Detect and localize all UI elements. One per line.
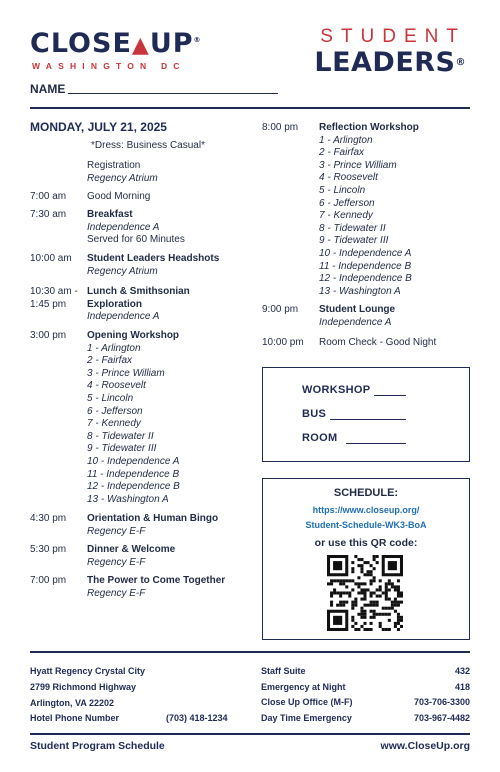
entry-time: 5:30 pm — [30, 544, 67, 555]
hotel-phone: (703) 418-1234 — [166, 713, 228, 723]
schedule-title: SCHEDULE: — [333, 487, 399, 499]
entry-location: 3 - Prince William — [87, 367, 165, 379]
bus-field[interactable] — [330, 419, 406, 420]
entry-time: 7:30 am — [30, 209, 67, 220]
entry-location: Regency Atrium — [87, 265, 158, 277]
entry-time: 10:00 am — [30, 253, 72, 264]
hotel-name: Hyatt Regency Crystal City — [30, 666, 146, 676]
entry-location: Regency Atrium — [87, 172, 158, 184]
logo-leaders: LEADERS — [314, 47, 456, 78]
logo-text-close: CLOSE — [30, 28, 132, 59]
entry-location: 10 - Independence A — [87, 455, 180, 467]
room-label: ROOM — [302, 432, 338, 444]
bus-label: BUS — [302, 408, 327, 420]
header-divider — [30, 107, 470, 109]
entry-title: Lunch & Smithsonian Exploration — [87, 286, 190, 310]
entry-title: Student Lounge — [319, 304, 396, 315]
entry-location: 12 - Independence B — [87, 481, 180, 493]
entry-title: Orientation & Human Bingo — [87, 513, 219, 524]
entry-location: 3 - Prince William — [319, 159, 397, 171]
entry-time: 4:30 pm — [30, 513, 67, 524]
leaders-registered: ® — [455, 57, 466, 68]
entry-title: Dinner & Welcome — [87, 544, 176, 555]
entry-location: 2 - Fairfax — [319, 147, 365, 159]
entry-location: 9 - Tidewater III — [319, 235, 389, 247]
entry-note: Served for 60 Minutes — [87, 234, 185, 246]
entry-title: Reflection Workshop — [319, 122, 419, 133]
entry-location: 12 - Independence B — [319, 273, 412, 285]
contact-value: 703-967-4482 — [413, 712, 470, 723]
contact-label: Staff Suite — [261, 666, 306, 676]
entry-location: 11 - Independence B — [319, 260, 412, 272]
entry-location: Regency E-F — [87, 556, 146, 568]
entry-location: 5 - Lincoln — [319, 184, 366, 196]
entry-location: 9 - Tidewater III — [87, 443, 157, 455]
entry-location: Independence A — [87, 311, 160, 323]
entry-location: 8 - Tidewater II — [319, 222, 386, 234]
entry-location: 11 - Independence B — [87, 468, 180, 480]
entry-time: 9:00 pm — [262, 304, 299, 315]
hotel-address-1: 2799 Richmond Highway — [30, 682, 137, 692]
entry-location: 10 - Independence A — [319, 247, 412, 259]
contact-label: Emergency at Night — [261, 681, 346, 692]
entry-time: 3:00 pm — [30, 330, 67, 341]
entry-location: 2 - Fairfax — [87, 355, 133, 367]
schedule-url-line1[interactable]: https://www.closeup.org/ — [312, 505, 420, 515]
entry-location: 7 - Kennedy — [87, 418, 141, 430]
entry-location: 1 - Arlington — [87, 342, 141, 354]
logo-student: STUDENT — [320, 26, 466, 47]
entry-location: 1 - Arlington — [319, 134, 373, 146]
entry-location: 8 - Tidewater II — [87, 430, 154, 442]
schedule-box — [262, 478, 470, 640]
dress-code: *Dress: Business Casual* — [91, 140, 205, 151]
contact-label: Close Up Office (M-F) — [261, 697, 353, 708]
day-heading: MONDAY, JULY 21, 2025 — [30, 120, 167, 134]
closeup-logo — [30, 26, 202, 71]
qr-code-icon[interactable] — [327, 555, 403, 631]
entry-location: 6 - Jefferson — [87, 405, 143, 417]
hotel-address-2: Arlington, VA 22202 — [30, 698, 115, 708]
entry-time: 10:30 am - 1:45 pm — [30, 286, 78, 310]
qr-caption: or use this QR code: — [314, 537, 418, 549]
entry-location: Independence A — [87, 221, 160, 233]
logo-text-up: UP — [149, 28, 194, 59]
entry-title: Student Leaders Headshots — [87, 253, 220, 264]
entry-title: The Power to Come Together — [87, 575, 226, 586]
entry-title: Opening Workshop — [87, 330, 180, 341]
hotel-phone-label: Hotel Phone Number — [30, 713, 120, 723]
logo-wordmark — [30, 26, 202, 60]
capitol-icon: ▲ — [131, 33, 150, 58]
workshop-label: WORKSHOP — [302, 384, 371, 396]
name-field-line[interactable] — [68, 93, 278, 94]
workshop-field[interactable] — [374, 395, 406, 396]
assignment-box — [262, 367, 470, 462]
entry-title: Breakfast — [87, 209, 133, 220]
room-field[interactable] — [346, 443, 406, 444]
entry-title: Room Check - Good Night — [319, 337, 437, 348]
entry-time: 7:00 pm — [30, 575, 67, 586]
footer-divider-bottom — [30, 733, 470, 735]
contact-value: 418 — [454, 681, 470, 692]
entry-time: 10:00 pm — [262, 337, 304, 348]
entry-title: Good Morning — [87, 191, 151, 202]
entry-location: Regency E-F — [87, 525, 146, 537]
footer-divider-top — [30, 651, 470, 653]
program-title: Student Program Schedule — [30, 740, 165, 752]
entry-location: 7 - Kennedy — [319, 210, 373, 222]
entry-location: Regency E-F — [87, 587, 146, 599]
logo-registered: ® — [193, 36, 202, 44]
website-link[interactable]: www.CloseUp.org — [380, 740, 470, 752]
entry-time: 8:00 pm — [262, 122, 299, 133]
logo-subtitle: WASHINGTON DC — [32, 61, 186, 71]
contact-label: Day Time Emergency — [261, 712, 352, 723]
entry-location: 4 - Roosevelt — [87, 380, 146, 392]
schedule-url-line2[interactable]: Student-Schedule-WK3-BoA — [305, 520, 427, 530]
contact-value: 703-706-3300 — [413, 697, 470, 708]
name-label: NAME — [30, 82, 66, 96]
entry-title: Registration — [87, 160, 141, 171]
entry-location: 6 - Jefferson — [319, 197, 375, 209]
entry-location: 5 - Lincoln — [87, 392, 134, 404]
student-leaders-logo — [314, 26, 466, 78]
contact-value: 432 — [454, 666, 470, 676]
entry-location: 4 - Roosevelt — [319, 172, 378, 184]
entry-location: 13 - Washington A — [319, 285, 401, 297]
entry-location: 13 - Washington A — [87, 493, 169, 505]
entry-location: Independence A — [319, 316, 392, 328]
entry-time: 7:00 am — [30, 191, 67, 202]
